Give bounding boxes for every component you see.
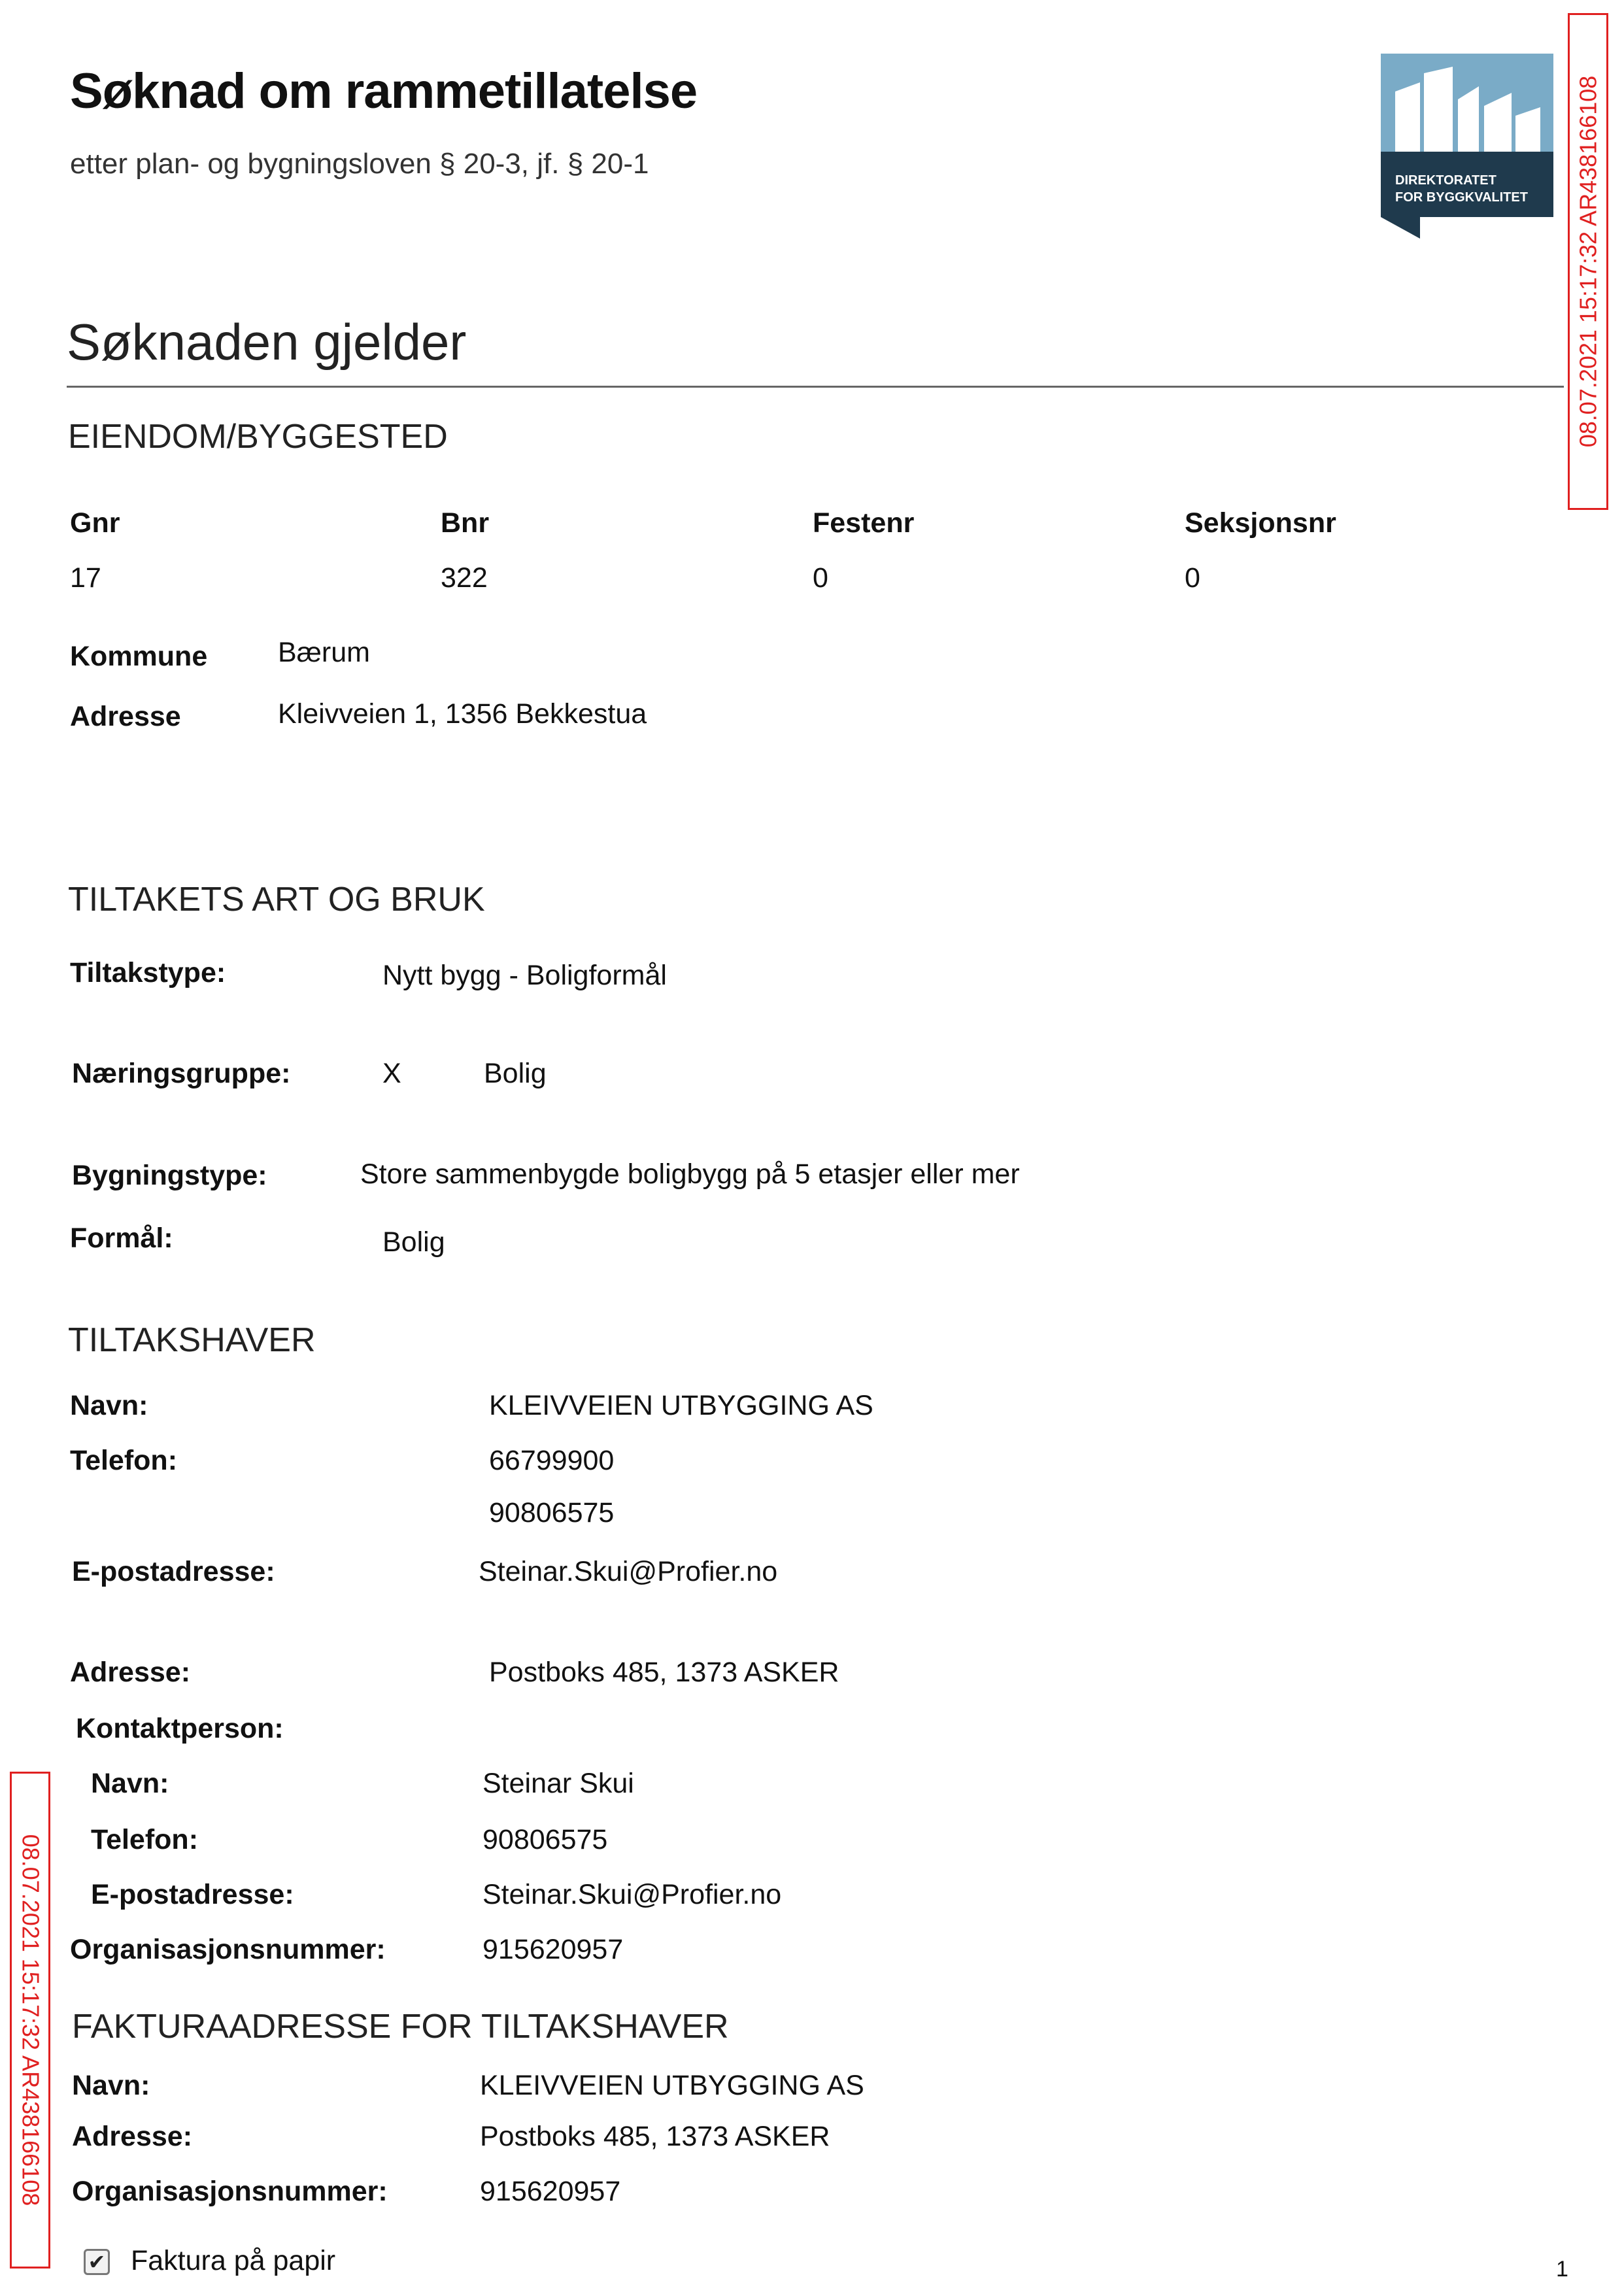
kp-epost-label: E-postadresse: (91, 1879, 294, 1910)
seksjonsnr-value: 0 (1185, 562, 1200, 594)
timestamp-stamp-left (10, 1772, 50, 2269)
page-number: 1 (1556, 2257, 1568, 2282)
kommune-label: Kommune (70, 641, 208, 672)
th-telefon2-value: 90806575 (489, 1497, 615, 1528)
bygningstype-value: Store sammenbygde boligbygg på 5 etasjer eller mer (360, 1158, 1020, 1190)
bnr-value: 322 (441, 562, 488, 594)
th-telefon1-value: 66799900 (489, 1445, 615, 1476)
bygningstype-label: Bygningstype: (72, 1160, 267, 1191)
naeringsgruppe-value: Bolig (484, 1058, 547, 1089)
faktura-papir-checkbox[interactable] (84, 2249, 110, 2275)
formal-label: Formål: (70, 1223, 173, 1254)
adresse-label: Adresse (70, 701, 181, 732)
th-adresse-label: Adresse: (70, 1657, 191, 1688)
kp-navn-label: Navn: (91, 1768, 169, 1799)
festenr-value: 0 (813, 562, 828, 594)
document-title: Søknad om rammetillatelse (70, 63, 698, 119)
tiltak-heading: TILTAKETS ART OG BRUK (68, 881, 485, 919)
dibk-logo (1381, 54, 1553, 239)
timestamp-stamp-right (1568, 13, 1608, 510)
logo-line2: FOR BYGGKVALITET (1395, 190, 1528, 205)
gnr-value: 17 (70, 562, 101, 594)
naeringsgruppe-code: X (382, 1058, 401, 1089)
fa-orgnr-value: 915620957 (480, 2176, 621, 2207)
tiltakshaver-heading: TILTAKSHAVER (68, 1321, 316, 1359)
kommune-value: Bærum (278, 637, 370, 668)
fa-orgnr-label: Organisasjonsnummer: (72, 2176, 388, 2207)
fa-adresse-value: Postboks 485, 1373 ASKER (480, 2121, 830, 2152)
section-title: Søknaden gjelder (67, 313, 467, 371)
kp-telefon-value: 90806575 (482, 1824, 608, 1855)
kp-telefon-label: Telefon: (91, 1824, 199, 1855)
fa-navn-label: Navn: (72, 2070, 150, 2101)
faktura-heading: FAKTURAADRESSE FOR TILTAKSHAVER (72, 2008, 729, 2046)
tiltakstype-value: Nytt bygg - Boligformål (382, 960, 667, 991)
gnr-label: Gnr (70, 507, 120, 539)
faktura-papir-label: Faktura på papir (131, 2245, 336, 2276)
checkmark-icon: ✔ (88, 2250, 106, 2274)
th-telefon-label: Telefon: (70, 1445, 178, 1476)
th-orgnr-value: 915620957 (482, 1934, 624, 1965)
stamp-text-right: 08.07.2021 15:17:32 AR438166108 (1574, 75, 1601, 448)
th-orgnr-label: Organisasjonsnummer: (70, 1934, 386, 1965)
bnr-label: Bnr (441, 507, 490, 539)
fa-adresse-label: Adresse: (72, 2121, 193, 2152)
section-divider (67, 386, 1564, 388)
fa-navn-value: KLEIVVEIEN UTBYGGING AS (480, 2070, 864, 2101)
th-epost-label: E-postadresse: (72, 1556, 275, 1587)
document-subtitle: etter plan- og bygningsloven § 20-3, jf. § 20-1 (70, 148, 649, 180)
building-logo-icon (1381, 54, 1553, 239)
th-navn-value: KLEIVVEIEN UTBYGGING AS (489, 1390, 873, 1421)
kp-navn-value: Steinar Skui (482, 1768, 634, 1799)
kp-epost-value: Steinar.Skui@Profier.no (482, 1879, 782, 1910)
stamp-text-left: 08.07.2021 15:17:32 AR438166108 (17, 1834, 44, 2206)
tiltakstype-label: Tiltakstype: (70, 957, 226, 988)
formal-value: Bolig (382, 1226, 445, 1258)
seksjonsnr-label: Seksjonsnr (1185, 507, 1336, 539)
kontaktperson-label: Kontaktperson: (76, 1713, 284, 1744)
festenr-label: Festenr (813, 507, 915, 539)
adresse-value: Kleivveien 1, 1356 Bekkestua (278, 698, 647, 730)
logo-line1: DIREKTORATET (1395, 173, 1497, 188)
th-adresse-value: Postboks 485, 1373 ASKER (489, 1657, 839, 1688)
th-epost-value: Steinar.Skui@Profier.no (479, 1556, 778, 1587)
eiendom-heading: EIENDOM/BYGGESTED (68, 418, 448, 456)
naeringsgruppe-label: Næringsgruppe: (72, 1058, 291, 1089)
th-navn-label: Navn: (70, 1390, 148, 1421)
